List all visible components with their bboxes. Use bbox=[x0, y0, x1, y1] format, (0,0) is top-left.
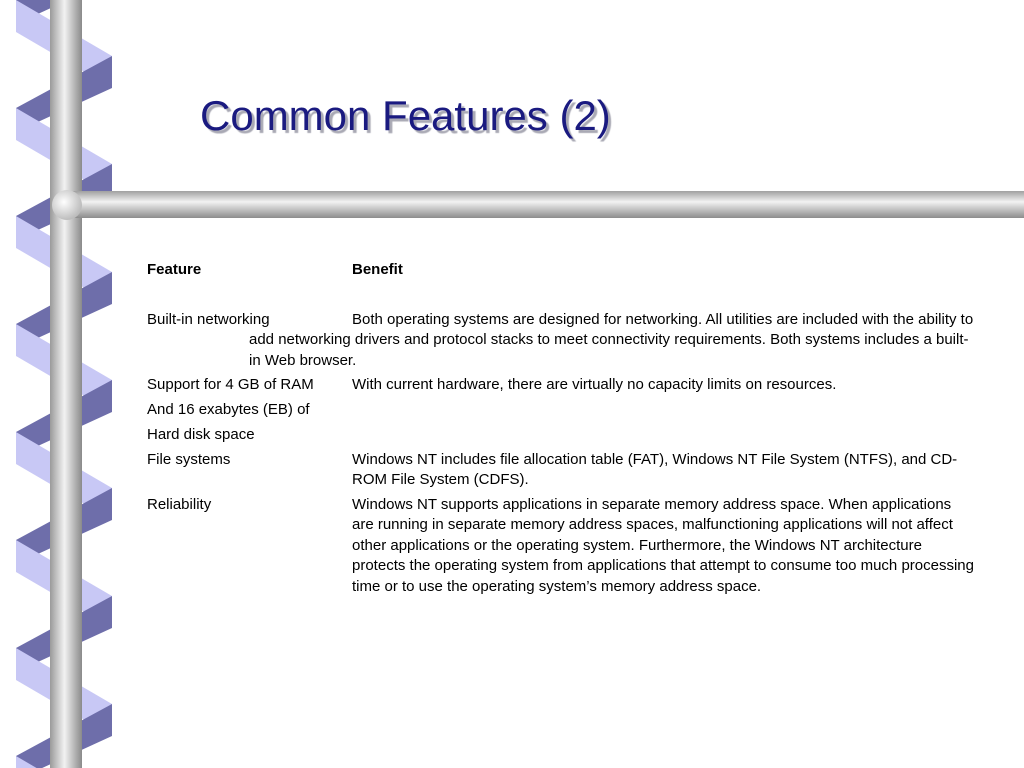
table-row bbox=[147, 450, 977, 491]
table-row bbox=[147, 495, 977, 598]
feature-cell: Support for 4 GB of RAM bbox=[147, 376, 314, 393]
slide-title: Common Features (2) bbox=[200, 92, 611, 139]
rule-knob bbox=[52, 190, 82, 220]
horizontal-rule-bar bbox=[66, 191, 1024, 218]
feature-cell: Hard disk space bbox=[147, 425, 255, 443]
benefit-cell: Windows NT supports applications in separate memory address space. When applications are running in separate memory address spaces, malfunctioning applications will not affect other applications or the operating system. Furthermore, the Windows NT architecture protects the operating system from applications that attempt to consume too much processing time or to use the operating system’s memory address space. bbox=[352, 495, 974, 595]
benefit-column-header: Benefit bbox=[352, 261, 403, 278]
benefit-cell: With current hardware, there are virtually no capacity limits on resources. bbox=[352, 376, 837, 393]
feature-benefit-table bbox=[147, 260, 977, 597]
feature-cell: Reliability bbox=[147, 495, 212, 513]
benefit-cell: Both operating systems are designed for networking. All utilities are included with the ability to add networking drivers and protocol stacks to meet connectivity requirements. Both systems includes a built-in Web browser. bbox=[249, 310, 974, 369]
vertical-pole bbox=[50, 0, 82, 768]
feature-cell: Built-in networking bbox=[147, 310, 270, 328]
table-row bbox=[147, 310, 977, 372]
benefit-cell: Windows NT includes file allocation table (FAT), Windows NT File System (NTFS), and CD-ROM File System (CDFS). bbox=[352, 450, 958, 488]
feature-cell: File systems bbox=[147, 450, 231, 468]
table-row bbox=[147, 375, 977, 396]
feature-column-header: Feature bbox=[147, 261, 202, 278]
table-header bbox=[147, 260, 977, 281]
feature-cell: And 16 exabytes (EB) of bbox=[147, 400, 310, 418]
